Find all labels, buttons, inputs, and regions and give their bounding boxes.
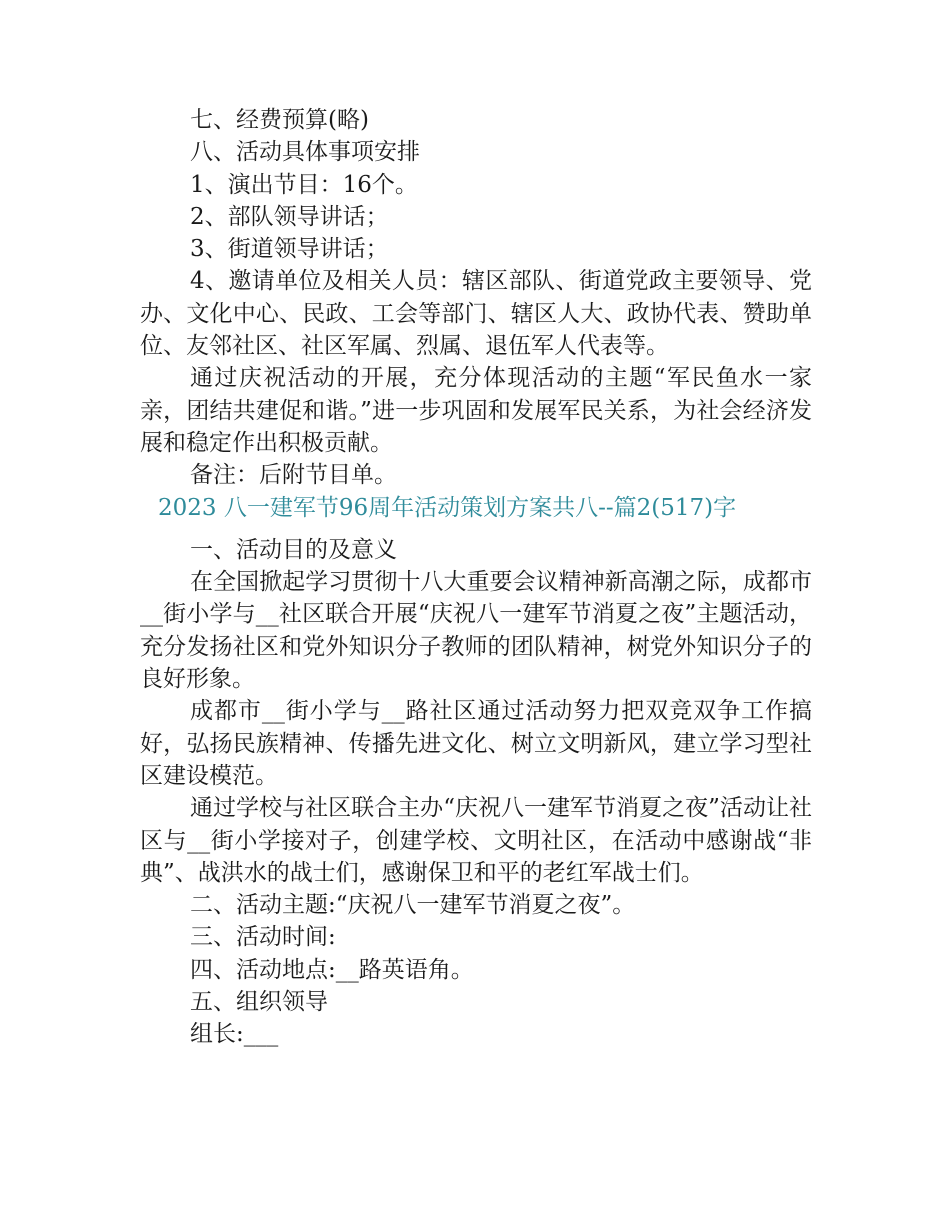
organization-heading: 五、组织领导 xyxy=(190,989,328,1016)
list-item-army-speech: 2、部队领导讲话； xyxy=(190,203,389,230)
theme-line: 二、活动主题:“庆祝八一建军节消夏之夜”。 xyxy=(190,892,636,919)
document-page xyxy=(140,104,812,1051)
purpose-paragraph-1: 在全国掀起学习贯彻十八大重要会议精神新高潮之际，成都市__街小学与__社区联合开展“庆祝八一建军节消夏之夜”主题活动，充分发扬社区和党外知识分子教师的团队精神，树党外知识分子的良好形象。 xyxy=(140,569,812,693)
location-line: 四、活动地点:__路英语角。 xyxy=(190,956,474,983)
purpose-paragraph-2: 成都市__街小学与__路社区通过活动努力把双竞双争工作搞好，弘扬民族精神、传播先进文化、树立文明新风，建立学习型社区建设模范。 xyxy=(140,698,812,789)
note-line: 备注：后附节目单。 xyxy=(190,462,397,489)
budget-item: 七、经费预算(略) xyxy=(190,107,369,133)
list-item-street-speech: 3、街道领导讲话； xyxy=(190,236,389,263)
arrangement-heading: 八、活动具体事项安排 xyxy=(190,139,420,166)
time-line: 三、活动时间: xyxy=(190,924,336,951)
article-heading: 2023 八一建军节96周年活动策划方案共八--篇2(517)字 xyxy=(158,494,737,521)
list-item-invitees: 4、邀请单位及相关人员：辖区部队、街道党政主要领导、党办、文化中心、民政、工会等部门、辖区人大、政协代表、赞助单位、友邻社区、社区军属、烈属、退伍军人代表等。 xyxy=(140,268,812,360)
closing-paragraph: 通过庆祝活动的开展，充分体现活动的主题“军民鱼水一家亲，团结共建促和谐。”进一步巩固和发展军民关系，为社会经济发展和稳定作出积极贡献。 xyxy=(140,365,812,456)
purpose-paragraph-3: 通过学校与社区联合主办“庆祝八一建军节消夏之夜”活动让社区与__街小学接对子，创建学校、文明社区，在活动中感谢战“非典”、战洪水的战士们，感谢保卫和平的老红军战士们。 xyxy=(140,795,812,886)
leader-line: 组长:___ xyxy=(190,1021,279,1048)
list-item-performances: 1、演出节目：16个。 xyxy=(190,171,418,198)
section-purpose-heading: 一、活动目的及意义 xyxy=(190,536,397,563)
